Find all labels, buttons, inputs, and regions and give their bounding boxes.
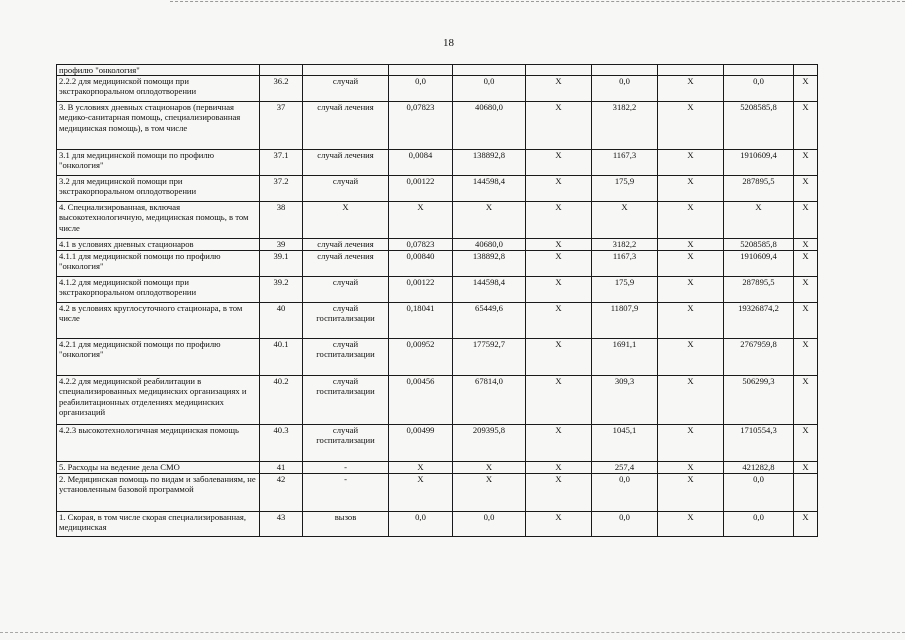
table-cell: 43	[260, 512, 303, 537]
table-cell: 1710554,3	[724, 425, 794, 462]
table-cell: 40	[260, 303, 303, 339]
table-cell	[526, 65, 592, 76]
table-cell: случай	[303, 277, 389, 303]
table-row	[57, 376, 818, 425]
table-row	[57, 202, 818, 239]
table-cell: Х	[526, 202, 592, 239]
table-cell: 4.1.1 для медицинской помощи по профилю "онкология"	[57, 251, 260, 277]
table-cell: Х	[453, 462, 526, 474]
table-cell: Х	[389, 462, 453, 474]
table-cell: 0,07823	[389, 102, 453, 150]
table-cell: Х	[794, 376, 818, 425]
table-cell: 1167,3	[592, 150, 658, 176]
table-cell	[658, 65, 724, 76]
table-row	[57, 512, 818, 537]
table-cell: 3182,2	[592, 239, 658, 251]
table-cell: 4.1 в условиях дневных стационаров	[57, 239, 260, 251]
table-cell: 39	[260, 239, 303, 251]
table-cell: 4.2.1 для медицинской помощи по профилю "онкология"	[57, 339, 260, 376]
table-cell: случай лечения	[303, 150, 389, 176]
table-cell: 421282,8	[724, 462, 794, 474]
scan-edge-top	[170, 1, 905, 2]
table-cell: Х	[794, 425, 818, 462]
table-cell: Х	[658, 176, 724, 202]
table-cell: 5. Расходы на ведение дела СМО	[57, 462, 260, 474]
table-cell: Х	[658, 150, 724, 176]
table-cell: случай лечения	[303, 102, 389, 150]
table-cell: 5208585,8	[724, 239, 794, 251]
table-cell: 309,3	[592, 376, 658, 425]
table-cell: случай госпитализации	[303, 339, 389, 376]
table-cell: 2.2.2 для медицинской помощи при экстракорпоральном оплодотворении	[57, 76, 260, 102]
table-cell: 0,07823	[389, 239, 453, 251]
table-row	[57, 65, 818, 76]
table-cell	[453, 65, 526, 76]
table-cell: 0,00122	[389, 176, 453, 202]
table-row	[57, 251, 818, 277]
table-cell: -	[303, 462, 389, 474]
table-cell: Х	[658, 339, 724, 376]
table-cell: 175,9	[592, 176, 658, 202]
table-cell: Х	[526, 176, 592, 202]
table-cell: 37.1	[260, 150, 303, 176]
table-cell: Х	[794, 76, 818, 102]
table-cell: Х	[658, 474, 724, 512]
table-cell: 0,0	[592, 512, 658, 537]
table-cell: 1910609,4	[724, 251, 794, 277]
table-cell: Х	[526, 277, 592, 303]
table-cell: 40.1	[260, 339, 303, 376]
table-cell: Х	[526, 303, 592, 339]
table-cell: 3. В условиях дневных стационаров (первичная медико-санитарная помощь, специализированная медицинская помощь), в том числе	[57, 102, 260, 150]
table-cell: Х	[592, 202, 658, 239]
table-cell: 5208585,8	[724, 102, 794, 150]
table-cell: 0,0	[453, 512, 526, 537]
table-cell: Х	[794, 303, 818, 339]
table-cell: случай госпитализации	[303, 425, 389, 462]
table-row	[57, 474, 818, 512]
table-cell: Х	[794, 176, 818, 202]
table-cell: Х	[794, 239, 818, 251]
table-cell: 0,00840	[389, 251, 453, 277]
table-cell: Х	[658, 376, 724, 425]
table-cell: 40680,0	[453, 102, 526, 150]
table-cell: случай госпитализации	[303, 303, 389, 339]
table-cell: 0,0	[453, 76, 526, 102]
table-cell: 175,9	[592, 277, 658, 303]
table-cell: 3.1 для медицинской помощи по профилю "онкология"	[57, 150, 260, 176]
table-cell: 39.1	[260, 251, 303, 277]
table-cell: случай лечения	[303, 251, 389, 277]
table-cell: Х	[453, 202, 526, 239]
table-cell: 209395,8	[453, 425, 526, 462]
table-cell: 4.2 в условиях круглосуточного стационара, в том числе	[57, 303, 260, 339]
table-cell: Х	[303, 202, 389, 239]
table-cell: 0,0	[724, 474, 794, 512]
table-cell: 19326874,2	[724, 303, 794, 339]
table-cell: 3182,2	[592, 102, 658, 150]
table-cell: Х	[794, 462, 818, 474]
table-cell: 11807,9	[592, 303, 658, 339]
table-cell: Х	[526, 76, 592, 102]
table-row	[57, 76, 818, 102]
table-row	[57, 176, 818, 202]
table-cell: 0,0	[389, 76, 453, 102]
table-cell: Х	[526, 239, 592, 251]
table-cell: 40.3	[260, 425, 303, 462]
table-cell: Х	[658, 251, 724, 277]
table-cell: случай	[303, 176, 389, 202]
table-cell: Х	[658, 76, 724, 102]
table-cell: 287895,5	[724, 277, 794, 303]
table-row	[57, 339, 818, 376]
table-cell: Х	[526, 474, 592, 512]
table-cell: Х	[526, 376, 592, 425]
page-number: 18	[443, 37, 454, 49]
table-cell: 287895,5	[724, 176, 794, 202]
table-cell: -	[303, 474, 389, 512]
table-cell: 144598,4	[453, 176, 526, 202]
table-cell: 37.2	[260, 176, 303, 202]
table-cell	[724, 65, 794, 76]
table-cell: Х	[658, 239, 724, 251]
table-row	[57, 425, 818, 462]
table-cell: Х	[794, 512, 818, 537]
budget-table	[56, 64, 818, 537]
table-cell: 0,00499	[389, 425, 453, 462]
table-cell	[794, 474, 818, 512]
table-cell: Х	[794, 102, 818, 150]
table-cell: Х	[794, 202, 818, 239]
table-cell: профилю "онкология"	[57, 65, 260, 76]
table-cell: 0,0	[724, 76, 794, 102]
table-cell: 1910609,4	[724, 150, 794, 176]
table-cell: 36.2	[260, 76, 303, 102]
table-cell: 0,00456	[389, 376, 453, 425]
table-cell: Х	[389, 202, 453, 239]
table-row	[57, 277, 818, 303]
table-cell: 40680,0	[453, 239, 526, 251]
table-cell: 37	[260, 102, 303, 150]
table-cell: Х	[794, 277, 818, 303]
table-cell: Х	[526, 150, 592, 176]
table-cell: Х	[658, 512, 724, 537]
table-cell: 0,0	[592, 474, 658, 512]
table-row	[57, 462, 818, 474]
table-row	[57, 150, 818, 176]
table-row	[57, 303, 818, 339]
table-cell: 4. Специализированная, включая высокотехнологичную, медицинская помощь, в том числе	[57, 202, 260, 239]
table-cell: 42	[260, 474, 303, 512]
table-cell	[260, 65, 303, 76]
table-cell: Х	[794, 339, 818, 376]
table-cell: Х	[794, 251, 818, 277]
table-cell: Х	[526, 512, 592, 537]
table-cell: 4.2.2 для медицинской реабилитации в специализированных медицинских организациях и реабилитационных отделениях медицинских организаций	[57, 376, 260, 425]
table-cell: 257,4	[592, 462, 658, 474]
table-cell: Х	[658, 102, 724, 150]
table-cell: 3.2 для медицинской помощи при экстракорпоральном оплодотворении	[57, 176, 260, 202]
table-cell: случай	[303, 76, 389, 102]
table-cell: Х	[658, 425, 724, 462]
table-cell: 0,0	[724, 512, 794, 537]
table-cell: 506299,3	[724, 376, 794, 425]
table-cell: 65449,6	[453, 303, 526, 339]
table-cell: 41	[260, 462, 303, 474]
table-cell: 1167,3	[592, 251, 658, 277]
table-cell: 1691,1	[592, 339, 658, 376]
table-cell: 138892,8	[453, 251, 526, 277]
table-cell: 1. Скорая, в том числе скорая специализированная, медицинская	[57, 512, 260, 537]
table-cell	[389, 65, 453, 76]
scan-edge-bottom	[0, 632, 905, 633]
table-cell: 67814,0	[453, 376, 526, 425]
table-cell: Х	[658, 202, 724, 239]
table-cell: 0,0	[592, 76, 658, 102]
table-cell: 144598,4	[453, 277, 526, 303]
table-cell: 0,00952	[389, 339, 453, 376]
table-cell: Х	[658, 462, 724, 474]
table-cell: 2. Медицинская помощь по видам и заболеваниям, не установленным базовой программой	[57, 474, 260, 512]
table-cell: 4.2.3 высокотехнологичная медицинская помощь	[57, 425, 260, 462]
table-cell: Х	[526, 425, 592, 462]
table-cell: Х	[526, 251, 592, 277]
table-cell: случай госпитализации	[303, 376, 389, 425]
table-cell: 2767959,8	[724, 339, 794, 376]
table-cell: Х	[794, 150, 818, 176]
table-cell: 38	[260, 202, 303, 239]
table-cell: 138892,8	[453, 150, 526, 176]
table-cell: 39.2	[260, 277, 303, 303]
table-cell	[303, 65, 389, 76]
table-cell: Х	[658, 277, 724, 303]
table-row	[57, 239, 818, 251]
table-cell	[794, 65, 818, 76]
table-cell: 4.1.2 для медицинской помощи при экстракорпоральном оплодотворении	[57, 277, 260, 303]
table-cell: Х	[453, 474, 526, 512]
table-cell	[592, 65, 658, 76]
table-cell: 0,00122	[389, 277, 453, 303]
table-cell: Х	[526, 462, 592, 474]
table-cell: Х	[389, 474, 453, 512]
table-cell: 0,0084	[389, 150, 453, 176]
table-cell: 1045,1	[592, 425, 658, 462]
table-cell: 0,0	[389, 512, 453, 537]
table-cell: Х	[724, 202, 794, 239]
table-cell: 0,18041	[389, 303, 453, 339]
table-cell: Х	[526, 102, 592, 150]
table-row	[57, 102, 818, 150]
table-cell: вызов	[303, 512, 389, 537]
table-cell: Х	[658, 303, 724, 339]
table-cell: случай лечения	[303, 239, 389, 251]
table-cell: 177592,7	[453, 339, 526, 376]
table-cell: 40.2	[260, 376, 303, 425]
table-cell: Х	[526, 339, 592, 376]
